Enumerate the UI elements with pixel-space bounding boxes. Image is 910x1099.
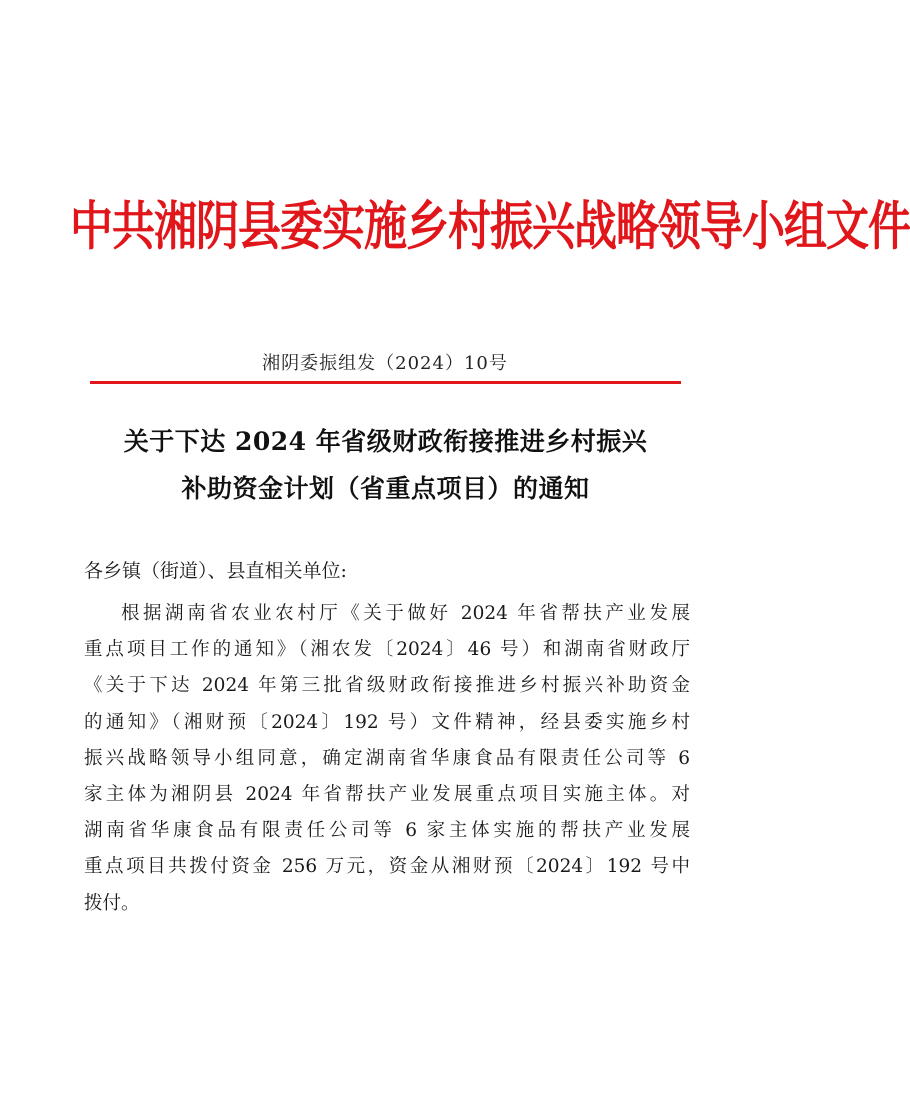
body-line: 根据湖南省农业农村厅《关于做好 2024 年省帮扶产业发展 — [121, 603, 690, 624]
document-title — [80, 418, 691, 512]
body-line: 拨付。 — [84, 892, 140, 914]
document-number: 湘阴委振组发（2024）10号 — [262, 353, 508, 374]
document-title-line-2: 补助资金计划（省重点项目）的通知 — [181, 474, 590, 503]
body-line: 重点项目工作的通知》（湘农发〔2024〕46 号）和湖南省财政厅 — [84, 639, 690, 661]
salutation: 各乡镇（街道）、县直相关单位: — [84, 560, 347, 582]
body-line: 的通知》（湘财预〔2024〕192 号）文件精神，经县委实施乡村 — [84, 711, 690, 733]
body-line: 重点项目共拨付资金 256 万元，资金从湘财预〔2024〕192 号中 — [84, 856, 690, 878]
body-paragraph — [84, 596, 690, 922]
document-masthead: 中共湘阴县委实施乡村振兴战略领导小组文件 — [70, 196, 910, 258]
body-line: 《关于下达 2024 年第三批省级财政衔接推进乡村振兴补助资金 — [84, 675, 690, 697]
red-divider-rule — [90, 381, 681, 384]
body-line: 湖南省华康食品有限责任公司等 6 家主体实施的帮扶产业发展 — [84, 820, 690, 842]
body-line: 振兴战略领导小组同意，确定湖南省华康食品有限责任公司等 6 — [84, 747, 690, 769]
body-line: 家主体为湘阴县 2024 年省帮扶产业发展重点项目实施主体。对 — [84, 783, 690, 805]
document-title-line-1: 关于下达 2024 年省级财政衔接推进乡村振兴 — [123, 427, 648, 456]
